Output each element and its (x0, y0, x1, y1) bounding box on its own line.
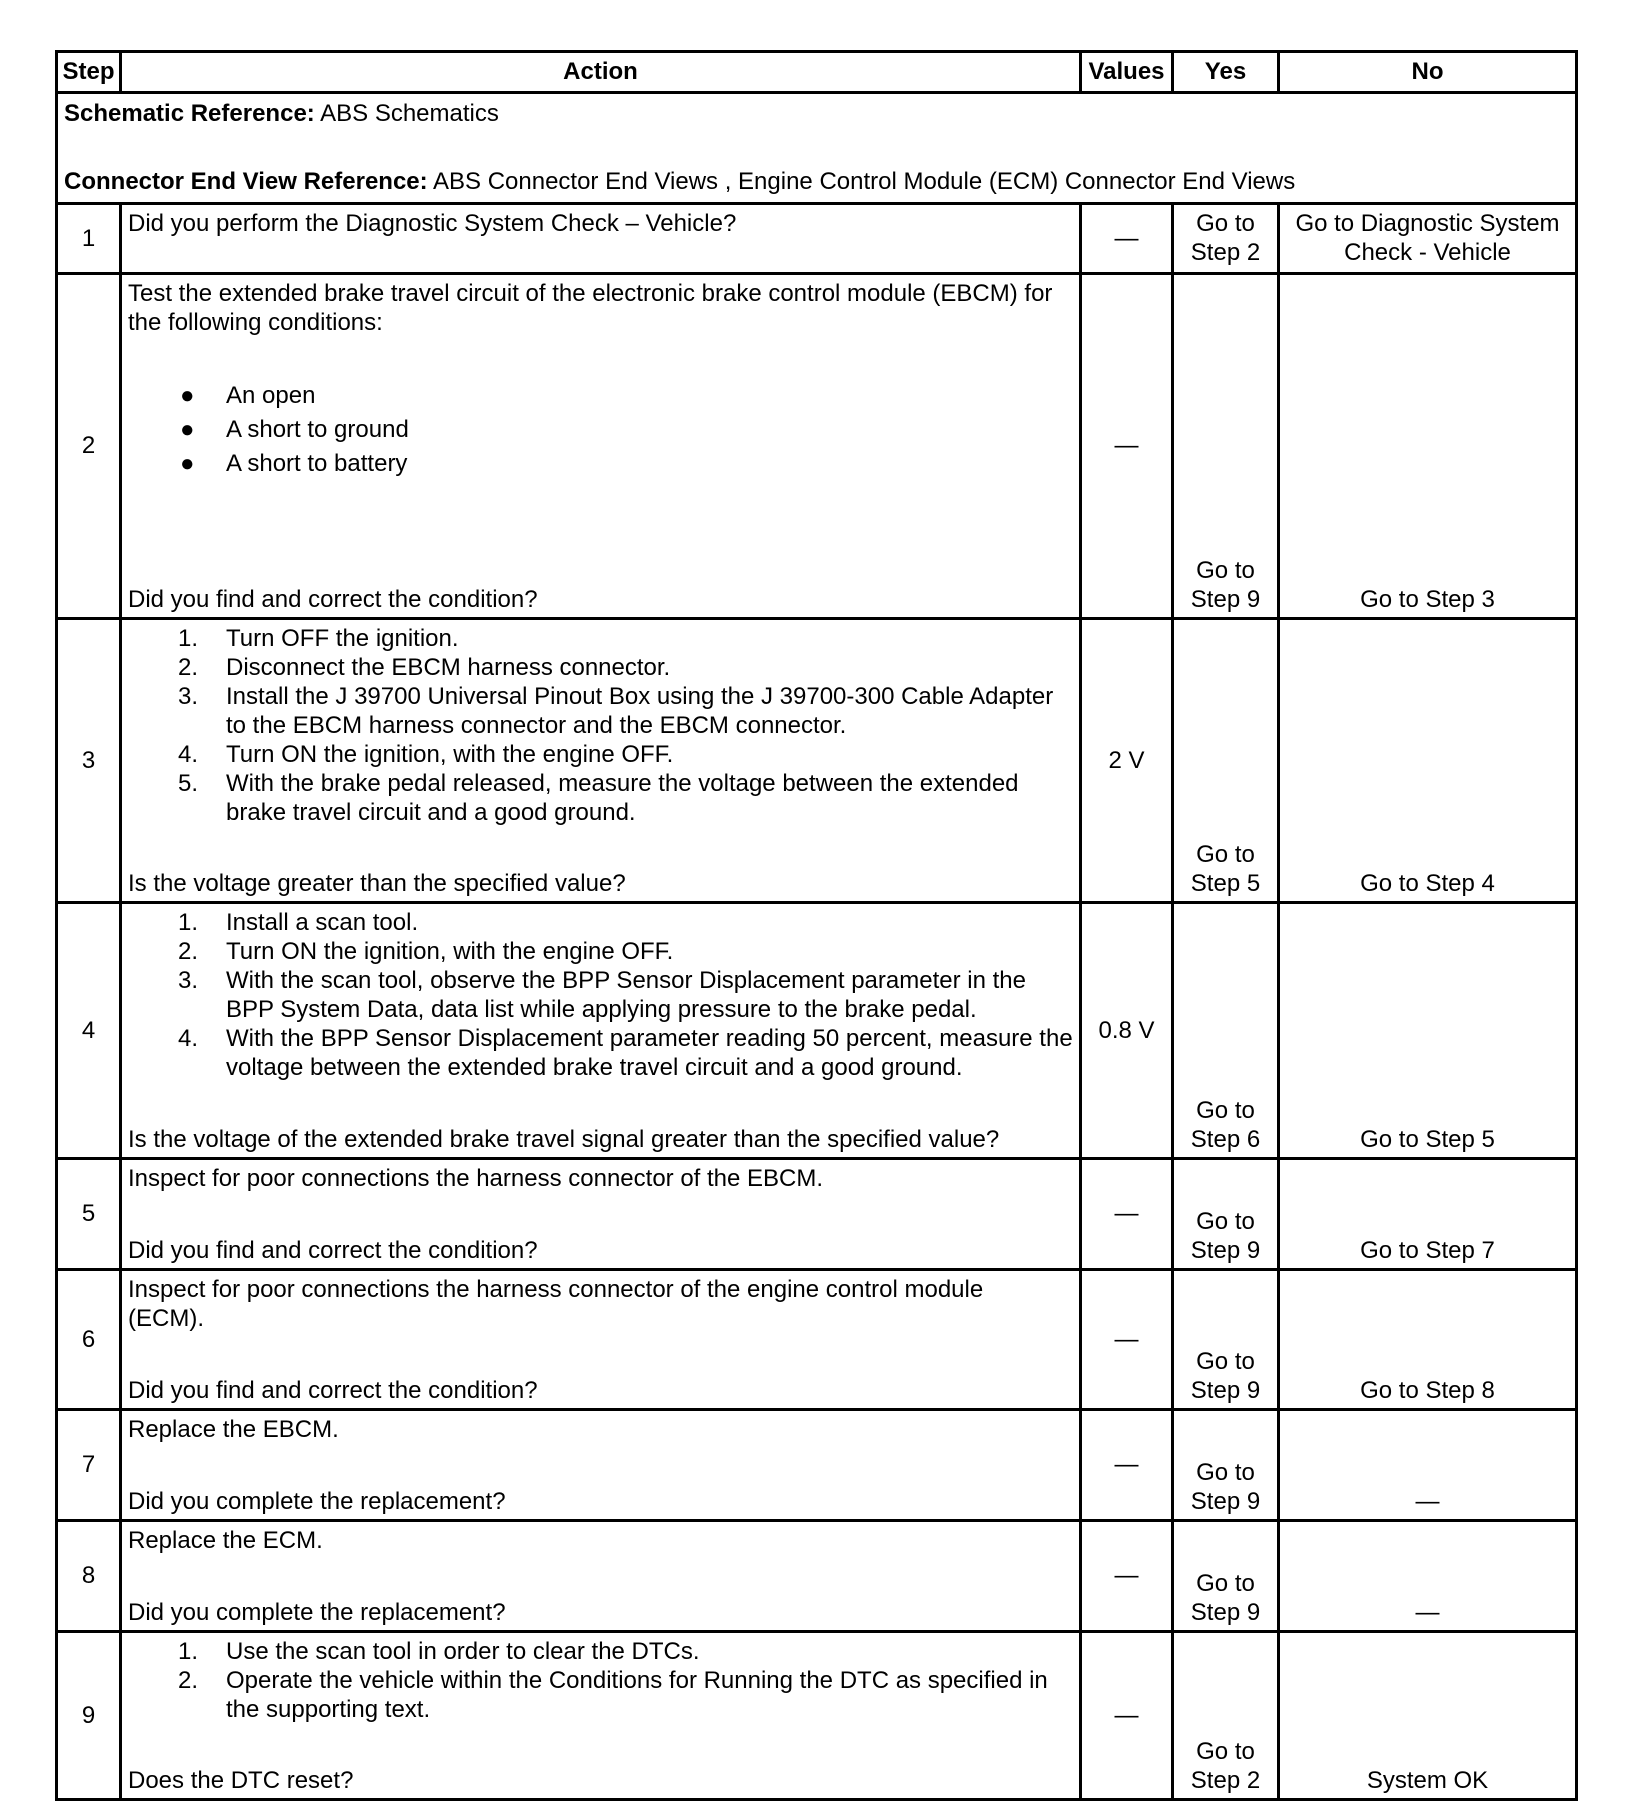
step-value: — (1081, 1521, 1173, 1632)
step-no (1279, 204, 1577, 274)
step-number: 7 (57, 1410, 121, 1521)
step-action (121, 1410, 1081, 1521)
yes-line: Go to (1196, 210, 1255, 237)
yes-line: Go to (1196, 1570, 1255, 1597)
header-values: Values (1081, 52, 1173, 93)
yes-line: Step 6 (1190, 1126, 1261, 1153)
step-value: — (1081, 1632, 1173, 1800)
step-number: 8 (57, 1521, 121, 1632)
action-intro: Replace the EBCM. (128, 1416, 339, 1443)
action-question: Is the voltage of the extended brake travel signal greater than the specified value? (128, 1126, 1000, 1153)
yes-line: Step 2 (1190, 239, 1261, 266)
no-line: Go to Step 5 (1360, 1126, 1495, 1153)
connector-reference (64, 168, 1569, 196)
condition-list (128, 379, 1073, 481)
yes-line: Step 9 (1190, 1599, 1261, 1626)
step-number: 6 (57, 1270, 121, 1410)
list-item: 1. Use the scan tool in order to clear the DTCs. (178, 1638, 700, 1665)
list-item: 2. Operate the vehicle within the Conditions for Running the DTC as specified in the supporting text. (178, 1667, 1048, 1723)
step-no (1279, 1521, 1577, 1632)
step-number: 1 (57, 204, 121, 274)
yes-line: Step 5 (1190, 870, 1261, 897)
list-item: 5. With the brake pedal released, measure the voltage between the extended brake travel circuit and a good ground. (178, 770, 1019, 826)
step-value: 0.8 V (1081, 903, 1173, 1159)
list-item: ● An open (180, 382, 316, 409)
list-item: 3. With the scan tool, observe the BPP Sensor Displacement parameter in the BPP System Data, data list while applying pressure to the brake pedal. (178, 967, 1026, 1023)
no-line: — (1415, 1599, 1440, 1626)
no-line: System OK (1366, 1767, 1489, 1794)
step-action (121, 1521, 1081, 1632)
step-number: 5 (57, 1159, 121, 1270)
step-no (1279, 274, 1577, 619)
yes-line: Go to (1196, 1459, 1255, 1486)
yes-line: Step 9 (1190, 1488, 1261, 1515)
no-line: Go to Step 8 (1360, 1377, 1495, 1404)
action-question: Did you complete the replacement? (128, 1599, 506, 1626)
yes-line: Step 9 (1190, 586, 1261, 613)
no-line: Go to Diagnostic System (1295, 210, 1560, 237)
list-item: 4. With the BPP Sensor Displacement parameter reading 50 percent, measure the voltage between the extended brake travel circuit and a good ground. (178, 1025, 1073, 1081)
step-action (121, 1270, 1081, 1410)
header-yes: Yes (1173, 52, 1279, 93)
step-no (1279, 1410, 1577, 1521)
step-no (1279, 619, 1577, 903)
step-value: — (1081, 1270, 1173, 1410)
list-item: 1. Turn OFF the ignition. (178, 625, 459, 652)
yes-line: Step 2 (1190, 1767, 1261, 1794)
no-line: Go to Step 7 (1360, 1237, 1495, 1264)
procedure-list (128, 908, 1073, 1082)
schematic-reference-value: ABS Schematics (314, 100, 499, 127)
step-value: — (1081, 274, 1173, 619)
yes-line: Go to (1196, 1348, 1255, 1375)
step-yes (1173, 1632, 1279, 1800)
step-number: 4 (57, 903, 121, 1159)
step-yes (1173, 274, 1279, 619)
step-no (1279, 1632, 1577, 1800)
yes-line: Go to (1196, 557, 1255, 584)
step-action (121, 903, 1081, 1159)
no-line: Go to Step 4 (1360, 870, 1495, 897)
reference-row (57, 93, 1577, 204)
list-item: 4. Turn ON the ignition, with the engine OFF. (178, 741, 674, 768)
step-yes (1173, 903, 1279, 1159)
list-item: 3. Install the J 39700 Universal Pinout Box using the J 39700-300 Cable Adapter to the EBCM harness connector and the EBCM connector. (178, 683, 1054, 739)
yes-line: Go to (1196, 1738, 1255, 1765)
step-value: 2 V (1081, 619, 1173, 903)
list-item: 2. Disconnect the EBCM harness connector. (178, 654, 671, 681)
step-no (1279, 1270, 1577, 1410)
step-yes (1173, 1521, 1279, 1632)
step-row (57, 1159, 1577, 1270)
step-row (57, 1270, 1577, 1410)
step-action (121, 204, 1081, 274)
step-row (57, 619, 1577, 903)
header-step: Step (57, 52, 121, 93)
action-intro: Inspect for poor connections the harness connector of the EBCM. (128, 1165, 824, 1192)
connector-reference-label: Connector End View Reference: (64, 168, 428, 195)
action-question: Did you find and correct the condition? (128, 1237, 538, 1264)
step-yes (1173, 619, 1279, 903)
step-number: 2 (57, 274, 121, 619)
action-intro: Inspect for poor connections the harness connector of the engine control module (ECM). (128, 1276, 984, 1332)
step-action (121, 274, 1081, 619)
list-item: 1. Install a scan tool. (178, 909, 419, 936)
step-value: — (1081, 1410, 1173, 1521)
step-value: — (1081, 1159, 1173, 1270)
header-action: Action (121, 52, 1081, 93)
action-question: Did you find and correct the condition? (128, 586, 538, 613)
step-yes (1173, 1159, 1279, 1270)
header-row (57, 52, 1577, 93)
connector-reference-value: ABS Connector End Views , Engine Control Module (ECM) Connector End Views (427, 168, 1296, 195)
list-item: 2. Turn ON the ignition, with the engine OFF. (178, 938, 674, 965)
no-line: Go to Step 3 (1360, 586, 1495, 613)
list-item: ● A short to ground (180, 416, 409, 443)
step-yes (1173, 1410, 1279, 1521)
reference-cell (57, 93, 1577, 204)
action-question: Does the DTC reset? (128, 1767, 354, 1794)
step-row (57, 274, 1577, 619)
step-number: 9 (57, 1632, 121, 1800)
header-no: No (1279, 52, 1577, 93)
yes-line: Go to (1196, 1208, 1255, 1235)
no-line: Check - Vehicle (1344, 239, 1511, 266)
action-question: Did you complete the replacement? (128, 1488, 506, 1515)
step-no (1279, 1159, 1577, 1270)
list-item: ● A short to battery (180, 450, 408, 477)
step-action (121, 619, 1081, 903)
yes-line: Step 9 (1190, 1237, 1261, 1264)
step-row (57, 204, 1577, 274)
step-no (1279, 903, 1577, 1159)
action-intro: Test the extended brake travel circuit of the electronic brake control module (EBCM) for the following conditions: (128, 280, 1053, 336)
yes-line: Step 9 (1190, 1377, 1261, 1404)
diagnostic-table (55, 50, 1578, 1801)
step-row (57, 1521, 1577, 1632)
step-row (57, 1632, 1577, 1800)
step-action (121, 1159, 1081, 1270)
action-question: Is the voltage greater than the specified value? (128, 870, 626, 897)
action-question: Did you perform the Diagnostic System Check – Vehicle? (128, 210, 737, 237)
step-number: 3 (57, 619, 121, 903)
action-intro: Replace the ECM. (128, 1527, 323, 1554)
step-row (57, 903, 1577, 1159)
step-action (121, 1632, 1081, 1800)
yes-line: Go to (1196, 841, 1255, 868)
yes-line: Go to (1196, 1097, 1255, 1124)
procedure-list (128, 624, 1073, 827)
no-line: — (1415, 1488, 1440, 1515)
schematic-reference (64, 100, 1569, 128)
step-value: — (1081, 204, 1173, 274)
step-yes (1173, 204, 1279, 274)
schematic-reference-label: Schematic Reference: (64, 100, 315, 127)
step-row (57, 1410, 1577, 1521)
action-question: Did you find and correct the condition? (128, 1377, 538, 1404)
procedure-list (128, 1637, 1073, 1724)
step-yes (1173, 1270, 1279, 1410)
